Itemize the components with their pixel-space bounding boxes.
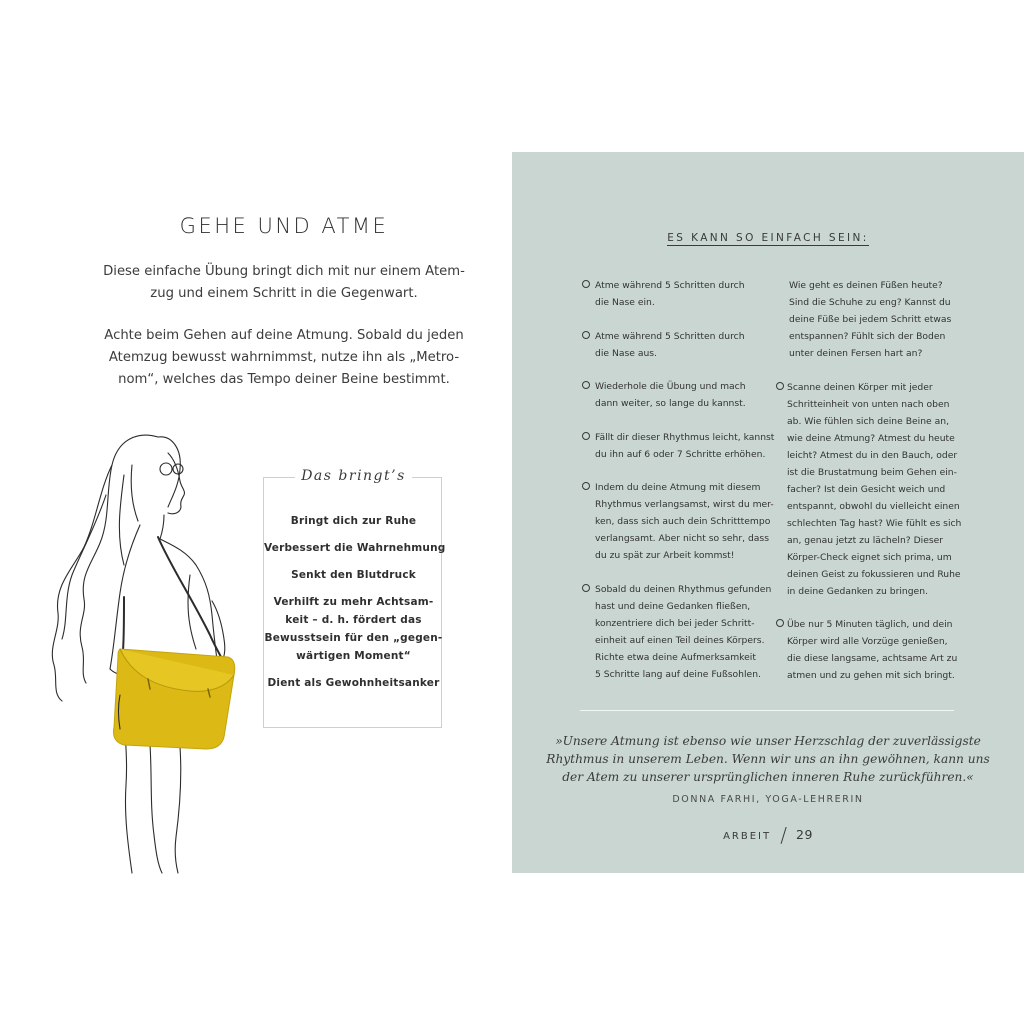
- list-item-line: entspannen? Fühlt sich der Boden: [789, 331, 946, 342]
- page-title: GEHE UND ATME: [179, 214, 389, 238]
- benefit-line: wärtigen Moment“: [296, 650, 411, 662]
- list-item-line: Scanne deinen Körper mit jeder: [787, 381, 933, 393]
- circle-bullet-icon: [776, 619, 784, 627]
- footer-section: ARBEIT: [723, 831, 772, 842]
- intro-paragraph-2: [60, 325, 508, 391]
- list-item-text: [595, 581, 772, 683]
- list-item: [582, 328, 772, 362]
- list-item-line: 5 Schritte lang auf deine Fußsohlen.: [595, 668, 761, 680]
- list-item: [582, 581, 772, 683]
- list-item: [774, 277, 964, 362]
- list-item-line: in deine Gedanken zu bringen.: [787, 585, 928, 597]
- list-item-line: unter deinen Fersen hart an?: [789, 348, 923, 359]
- list-item-line: an, genau jetzt zu lächeln? Dieser: [787, 534, 944, 546]
- list-item-line: entspannt, obwohl du vielleicht einen: [787, 500, 960, 512]
- list-item-text: [789, 277, 964, 362]
- page-footer: [512, 823, 1024, 847]
- list-item-line: Atme während 5 Schritten durch: [595, 330, 745, 342]
- list-item-line: Wie geht es deinen Füßen heute?: [789, 280, 943, 291]
- list-item-line: schlechten Tag hast? Wie fühlt es sich: [787, 517, 962, 529]
- list-item-line: verlangsamt. Aber nicht so sehr, dass: [595, 533, 769, 544]
- list-item: [264, 593, 443, 665]
- list-item-text: [595, 479, 772, 564]
- circle-bullet-icon: [582, 584, 590, 592]
- circle-bullet-icon: [582, 280, 590, 288]
- quote: [512, 732, 1024, 786]
- list-item-line: Rhythmus verlangsamst, wirst du mer-: [595, 499, 774, 510]
- steps-column-right: [774, 277, 964, 701]
- intro-line: Diese einfache Übung bringt dich mit nur einem Atem-: [103, 264, 465, 279]
- list-item-text: [595, 328, 772, 362]
- list-item-text: [787, 379, 964, 600]
- right-page-panel: [512, 152, 1024, 873]
- benefit-line: keit – d. h. fördert das: [285, 614, 422, 626]
- list-item: [264, 674, 443, 692]
- list-item: [264, 539, 446, 557]
- list-item-line: du ihn auf 6 oder 7 Schritte erhöhen.: [595, 448, 766, 460]
- benefit-line: Bringt dich zur Ruhe: [290, 515, 417, 527]
- circle-bullet-icon: [582, 432, 590, 440]
- intro-paragraph-1: [60, 261, 508, 305]
- list-item-line: deinen Geist zu fokussieren und Ruhe: [787, 568, 961, 580]
- list-item-line: die Nase ein.: [595, 297, 655, 308]
- list-item-line: einheit auf einen Teil deines Körpers.: [595, 634, 765, 646]
- list-item-line: atmen und zu gehen mit sich bringt.: [787, 670, 955, 681]
- list-item-line: facher? Ist dein Gesicht weich und: [787, 483, 946, 495]
- quote-author: DONNA FARHI, YOGA-LEHRERIN: [672, 794, 864, 805]
- list-item: [582, 479, 772, 564]
- list-item-line: konzentriere dich bei jeder Schritt-: [595, 617, 755, 629]
- list-item-line: die Nase aus.: [595, 347, 657, 359]
- benefits-box: [263, 468, 446, 728]
- benefits-list: [264, 512, 446, 701]
- circle-bullet-icon: [776, 382, 784, 390]
- list-item: [774, 379, 964, 600]
- circle-bullet-icon: [582, 381, 590, 389]
- list-item-line: Körper wird alle Vorzüge genießen,: [787, 636, 948, 647]
- quote-line: der Atem zu unserer ursprünglichen inneren Ruhe zurückführen.«: [562, 770, 974, 784]
- list-item-line: Sobald du deinen Rhythmus gefunden: [595, 583, 772, 595]
- list-item-line: ist die Brustatmung beim Gehen ein-: [787, 466, 957, 478]
- quote-line: »Unsere Atmung ist ebenso wie unser Herzschlag der zuverlässigste: [555, 734, 981, 748]
- list-item-line: Sind die Schuhe zu eng? Kannst du: [789, 297, 951, 308]
- quote-line: Rhythmus in unserem Leben. Wenn wir uns an ihn gewöhnen, kann uns: [546, 752, 990, 766]
- list-item-line: leicht? Atmest du in den Bauch, oder: [787, 449, 958, 461]
- list-item: [774, 616, 964, 684]
- list-item-line: Indem du deine Atmung mit diesem: [595, 482, 761, 493]
- benefit-line: Senkt den Blutdruck: [291, 569, 416, 581]
- list-item: [264, 566, 443, 584]
- list-item: [582, 429, 775, 463]
- list-item-line: dann weiter, so lange du kannst.: [595, 398, 746, 409]
- page-number: 29: [796, 827, 813, 842]
- list-item-text: [595, 378, 772, 412]
- circle-bullet-icon: [582, 331, 590, 339]
- benefit-line: Dient als Gewohnheitsanker: [267, 677, 440, 689]
- list-item-line: Schritteinheit von unten nach oben: [787, 398, 950, 410]
- woman-with-yellow-bag-illustration: [40, 425, 240, 875]
- list-item-line: deine Füße bei jedem Schritt etwas: [789, 314, 952, 325]
- list-item: [582, 378, 772, 412]
- list-item: [582, 277, 772, 311]
- benefit-line: Verbessert die Wahrnehmung: [264, 542, 446, 554]
- steps-column-left: [582, 277, 775, 699]
- intro-line: Achte beim Gehen auf deine Atmung. Sobald du jeden: [104, 328, 464, 343]
- list-item-text: [595, 277, 772, 311]
- intro-line: Atemzug bewusst wahrnimmst, nutze ihn als „Metro-: [108, 350, 460, 365]
- list-item-line: Übe nur 5 Minuten täglich, und dein: [787, 619, 953, 630]
- benefits-title: Das bringt’s: [295, 468, 412, 484]
- list-item-line: ab. Wie fühlen sich deine Beine an,: [787, 415, 949, 427]
- list-item-line: Richte etwa deine Aufmerksamkeit: [595, 651, 756, 663]
- intro-line: nom“, welches das Tempo deiner Beine bestimmt.: [118, 372, 450, 387]
- section-heading: ES KANN SO EINFACH SEIN:: [667, 232, 869, 244]
- intro-line: zug und einem Schritt in die Gegenwart.: [150, 286, 418, 301]
- list-item-text: [787, 616, 964, 684]
- list-item-text: [595, 429, 775, 463]
- list-item-line: die diese langsame, achtsame Art zu: [787, 653, 958, 664]
- benefit-line: Bewusstsein für den „gegen-: [264, 632, 443, 644]
- list-item-line: du zu spät zur Arbeit kommst!: [595, 550, 735, 561]
- list-item-line: Wiederhole die Übung und mach: [595, 381, 746, 392]
- list-item: [264, 512, 443, 530]
- benefit-line: Verhilft zu mehr Achtsam-: [273, 596, 434, 608]
- divider: [580, 710, 954, 711]
- footer-separator: /: [780, 823, 787, 847]
- circle-bullet-icon: [582, 482, 590, 490]
- list-item-line: hast und deine Gedanken fließen,: [595, 600, 751, 612]
- list-item-line: wie deine Atmung? Atmest du heute: [787, 432, 955, 444]
- list-item-line: Fällt dir dieser Rhythmus leicht, kannst: [595, 431, 775, 443]
- list-item-line: Körper-Check eignet sich prima, um: [787, 551, 952, 563]
- list-item-line: ken, dass sich auch dein Schritttempo: [595, 516, 771, 527]
- list-item-line: Atme während 5 Schritten durch: [595, 280, 745, 291]
